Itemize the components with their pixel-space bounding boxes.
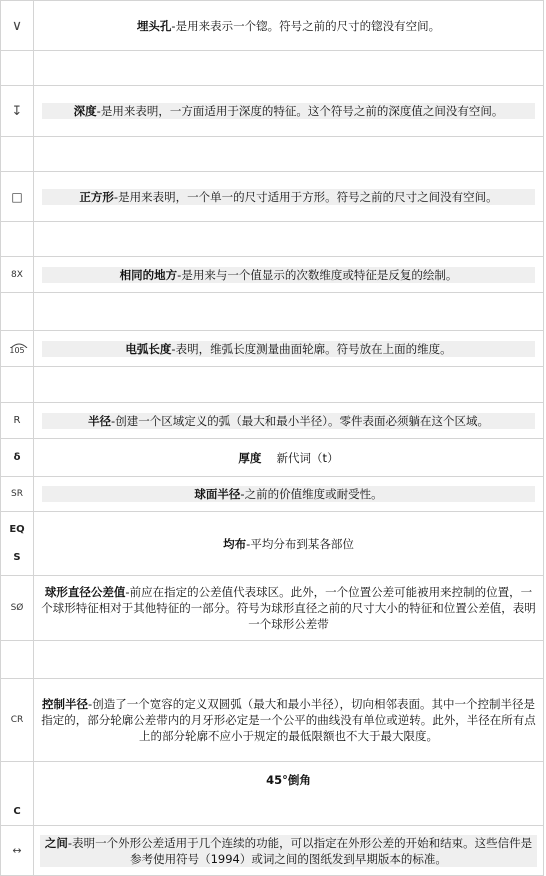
row-description xyxy=(34,1,544,50)
spherical-diameter-icon: SØ xyxy=(1,576,34,640)
table-row xyxy=(1,86,544,137)
term: 埋头孔 xyxy=(136,18,172,33)
table-row xyxy=(1,477,544,512)
table-row xyxy=(1,439,544,477)
row-description xyxy=(34,826,544,875)
arc-icon xyxy=(9,342,29,348)
table-row xyxy=(1,403,544,439)
equally-spaced-icon: EQ S xyxy=(1,512,34,575)
table-row xyxy=(1,679,544,762)
definition: -是用来表明，一方面适用于深度的特征。这个符号之前的深度值之间没有空间。 xyxy=(96,104,504,118)
table-row-empty xyxy=(1,137,544,172)
arc-length-icon: 105 xyxy=(1,331,34,366)
countersink-icon: ∨ xyxy=(1,1,34,50)
row-description xyxy=(34,331,544,366)
definition: -表明一个外形公差适用于几个连续的功能，可以指定在外形公差的开始和结束。这些信件是参考使用符号（1994）或词之间的图纸发到早期版本的标准。 xyxy=(67,835,533,866)
definition: -是用来与一个值显示的次数维度或特征是反复的绘制。 xyxy=(177,267,458,282)
row-description xyxy=(34,403,544,438)
definition: -是用来表明，一个单一的尺寸适用于方形。符号之前的尺寸之间没有空间。 xyxy=(113,189,498,204)
definition: 新代词（t） xyxy=(261,450,339,465)
term: 相同的地方 xyxy=(119,267,178,282)
table-row xyxy=(1,762,544,826)
table-row-empty xyxy=(1,293,544,331)
table-row xyxy=(1,257,544,293)
thickness-icon: δ xyxy=(1,439,34,476)
between-icon: ↔ xyxy=(1,826,34,875)
term: 球面半径 xyxy=(194,487,241,501)
definition: -之前的价值维度或耐受性。 xyxy=(240,487,383,501)
term: 半径 xyxy=(88,413,112,428)
term: 厚度 xyxy=(238,450,262,465)
definition: -是用来表示一个锪。符号之前的尺寸的锪没有空间。 xyxy=(171,18,441,33)
table-row xyxy=(1,512,544,576)
table-row-empty xyxy=(1,641,544,679)
table-row xyxy=(1,826,544,876)
term: 之间 xyxy=(44,835,68,850)
row-description xyxy=(34,679,544,761)
table-row xyxy=(1,1,544,51)
definition: -创造了一个宽容的定义双圆弧（最大和最小半径），切向相邻表面。其中一个控制半径是指定的，部分轮廓公差带内的月牙形必定是一个公平的曲线没有单位或逆转。此外，半径在所有点上的部分轮廓不应小于规定的最低限额也不大于最大限度。 xyxy=(41,697,536,743)
controlled-radius-icon: CR xyxy=(1,679,34,761)
row-description xyxy=(34,172,544,221)
definition: -创建一个区域定义的弧（最大和最小半径）。零件表面必须躺在这个区域。 xyxy=(111,413,489,428)
term: 电弧长度 xyxy=(125,341,172,356)
depth-icon: ↧ xyxy=(1,86,34,136)
places-icon: 8X xyxy=(1,257,34,292)
row-description xyxy=(34,257,544,292)
definition: -表明，维弧长度测量曲面轮廓。符号放在上面的维度。 xyxy=(171,341,452,356)
row-description xyxy=(34,86,544,136)
square-icon: □ xyxy=(1,172,34,221)
table-row xyxy=(1,331,544,367)
term: 均布 xyxy=(223,536,247,551)
term: 球形直径公差值 xyxy=(44,585,126,599)
definition: -前应在指定的公差值代表球区。此外，一个位置公差可能被用来控制的位置，一个球形特征相对于其他特征的一部分。符号为球形直径之前的尺寸大小的特征和位置公差值，表明一个球形公差带 xyxy=(41,585,536,631)
table-row-empty xyxy=(1,51,544,86)
definition: -平均分布到某各部位 xyxy=(246,536,354,551)
row-description xyxy=(34,439,544,476)
chamfer-icon: C xyxy=(1,762,34,825)
row-description xyxy=(34,762,544,825)
table-row-empty xyxy=(1,222,544,257)
term: 45°倒角 xyxy=(266,773,311,787)
term: 深度 xyxy=(73,104,97,118)
term: 正方形 xyxy=(79,189,114,204)
spherical-radius-icon: SR xyxy=(1,477,34,511)
table-row xyxy=(1,576,544,641)
table-row xyxy=(1,172,544,222)
row-description xyxy=(34,512,544,575)
row-description xyxy=(34,477,544,511)
table-row-empty xyxy=(1,367,544,403)
radius-icon: R xyxy=(1,403,34,438)
row-description xyxy=(34,576,544,640)
term: 控制半径 xyxy=(42,697,89,711)
